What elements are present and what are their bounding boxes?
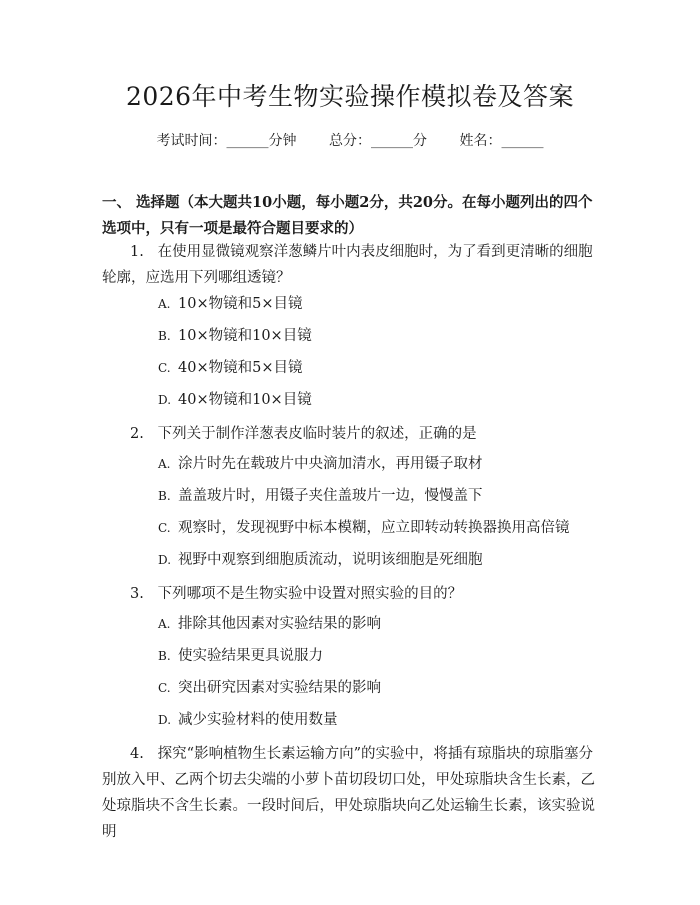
option-1c xyxy=(158,357,598,379)
question-stem: 在使用显微镜观察洋葱鳞片叶内表皮细胞时，为了看到更清晰的细胞轮廓，应选用下列哪组透镜？ xyxy=(102,244,593,286)
option-1a xyxy=(158,293,598,315)
question-number: 2. xyxy=(130,426,144,442)
question-3 xyxy=(102,581,602,607)
option-text: 涂片时先在载玻片中央滴加清水，再用镊子取材 xyxy=(178,456,483,472)
exam-info-line xyxy=(0,131,700,151)
option-letter: C. xyxy=(158,521,171,535)
option-letter: D. xyxy=(158,393,172,407)
option-1d xyxy=(158,389,598,411)
option-letter: A. xyxy=(158,457,171,471)
question-stem: 下列哪项不是生物实验中设置对照实验的目的？ xyxy=(157,586,463,602)
question-1 xyxy=(102,239,602,291)
option-letter: A. xyxy=(158,297,171,311)
page-title: 2026年中考生物实验操作模拟卷及答案 xyxy=(125,82,575,111)
option-text: 观察时，发现视野中标本模糊，应立即转动转换器换用高倍镜 xyxy=(178,520,570,536)
option-text: 排除其他因素对实验结果的影响 xyxy=(178,616,381,632)
option-2a xyxy=(158,453,598,475)
option-letter: A. xyxy=(158,617,171,631)
option-letter: B. xyxy=(158,489,171,503)
option-3a xyxy=(158,613,598,635)
question-stem: 探究“影响植物生长素运输方向”的实验中，将插有琼脂块的琼脂塞分别放入甲、乙两个切去尖端的小萝卜苗切段切口处，甲处琼脂块含生长素，乙处琼脂块不含生长素。一段时间后，甲处琼脂块向乙处运输生长素，该实验说明 xyxy=(102,746,595,840)
option-text: 40×物镜和10×目镜 xyxy=(178,392,312,408)
option-letter: D. xyxy=(158,553,172,567)
option-text: 视野中观察到细胞质流动，说明该细胞是死细胞 xyxy=(178,552,483,568)
student-name-field: 姓名：______ xyxy=(459,133,544,149)
exam-time-field: 考试时间：______分钟 xyxy=(156,133,297,149)
option-2b xyxy=(158,485,598,507)
option-letter: B. xyxy=(158,329,171,343)
option-2c xyxy=(158,517,598,539)
option-text: 减少实验材料的使用数量 xyxy=(178,712,338,728)
option-text: 40×物镜和5×目镜 xyxy=(178,360,303,376)
question-2 xyxy=(102,421,602,447)
option-1b xyxy=(158,325,598,347)
question-number: 4. xyxy=(130,746,144,762)
section-heading-choice: 一、 选择题（本大题共10小题，每小题2分，共20分。在每小题列出的四个选项中，只有一项是最符合题目要求的） xyxy=(102,194,593,237)
option-text: 使实验结果更具说服力 xyxy=(178,648,323,664)
option-text: 10×物镜和5×目镜 xyxy=(178,296,303,312)
question-stem: 下列关于制作洋葱表皮临时装片的叙述，正确的是 xyxy=(157,426,477,442)
total-score-field: 总分：______分 xyxy=(329,133,427,149)
option-letter: C. xyxy=(158,681,171,695)
option-3d xyxy=(158,709,598,731)
option-letter: B. xyxy=(158,649,171,663)
question-4 xyxy=(102,741,602,845)
question-number: 3. xyxy=(130,586,144,602)
option-text: 突出研究因素对实验结果的影响 xyxy=(178,680,381,696)
option-letter: D. xyxy=(158,713,172,727)
option-2d xyxy=(158,549,598,571)
question-number: 1. xyxy=(130,244,144,260)
option-text: 盖盖玻片时，用镊子夹住盖玻片一边，慢慢盖下 xyxy=(178,488,483,504)
option-text: 10×物镜和10×目镜 xyxy=(178,328,312,344)
option-3b xyxy=(158,645,598,667)
option-3c xyxy=(158,677,598,699)
option-letter: C. xyxy=(158,361,171,375)
